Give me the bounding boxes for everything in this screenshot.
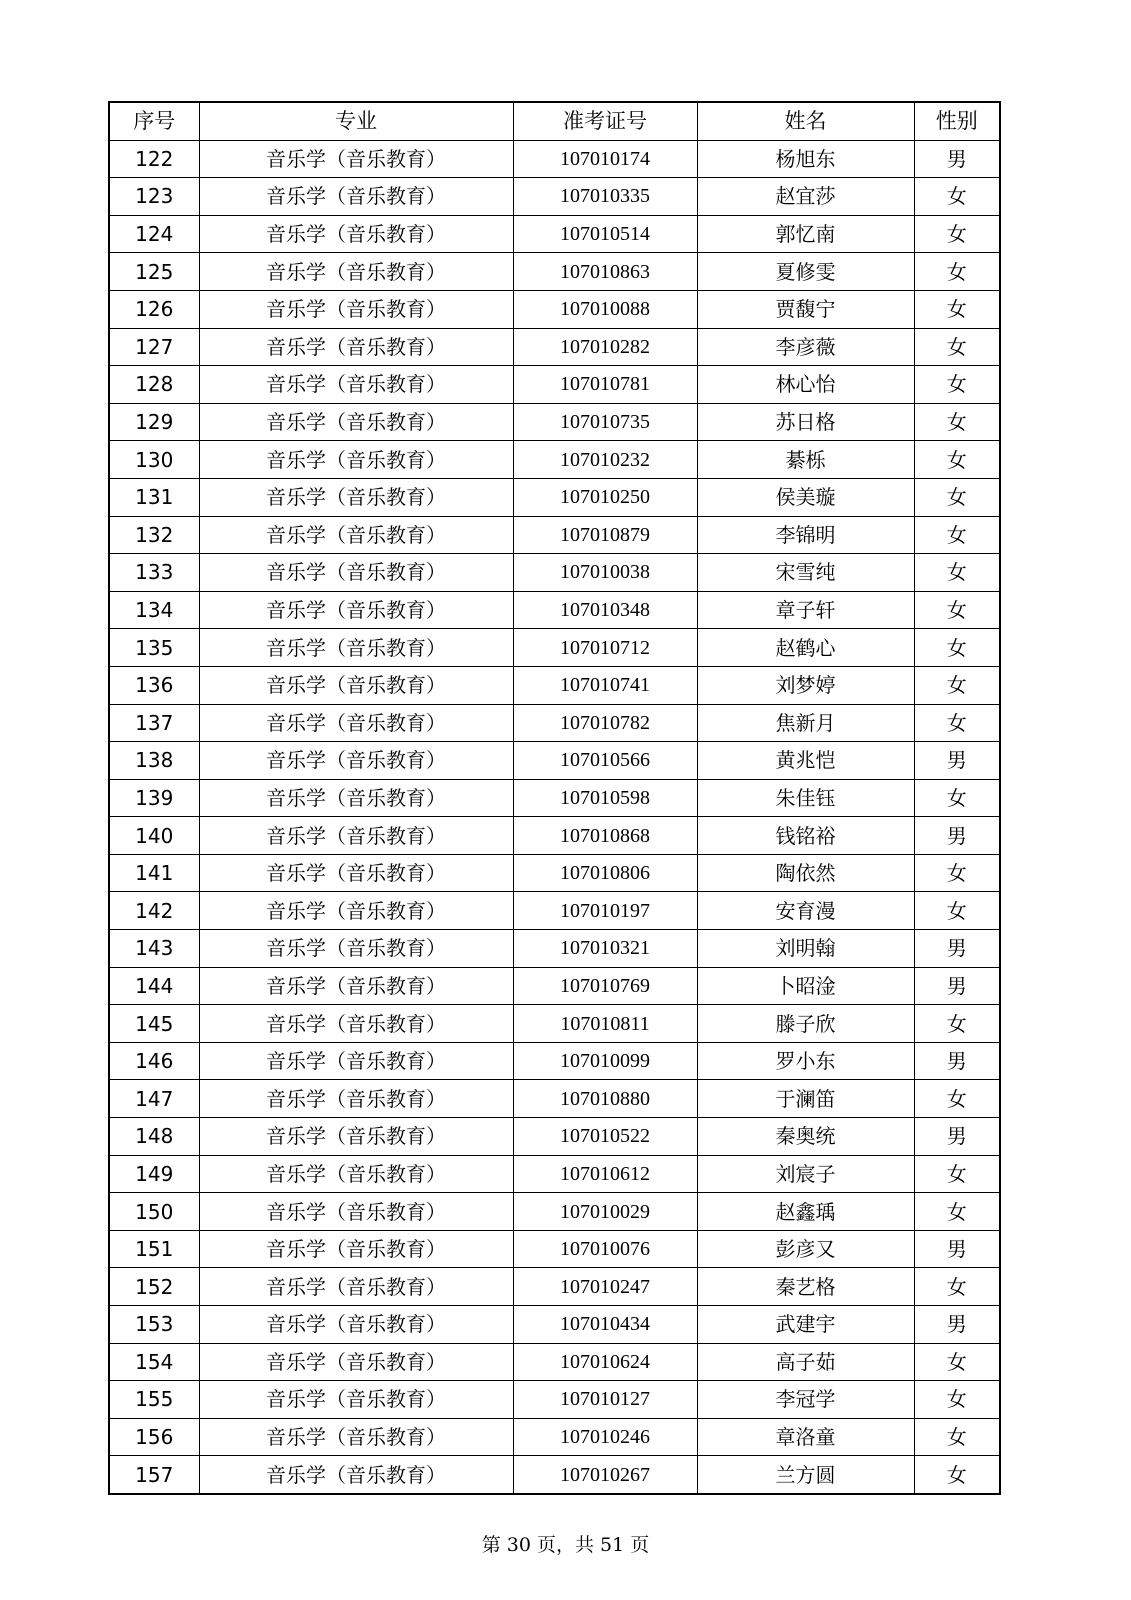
cell-name: 侯美璇 — [697, 478, 914, 516]
cell-name: 于澜笛 — [697, 1080, 914, 1118]
table-header — [109, 102, 1000, 140]
table-row — [109, 1042, 1000, 1080]
cell-gender: 女 — [914, 1268, 1000, 1306]
cell-gender: 女 — [914, 779, 1000, 817]
cell-name: 朱佳钰 — [697, 779, 914, 817]
cell-major: 音乐学（音乐教育） — [199, 1118, 513, 1156]
cell-name: 陶依然 — [697, 854, 914, 892]
cell-exam-id: 107010624 — [513, 1343, 697, 1381]
cell-gender: 女 — [914, 591, 1000, 629]
cell-name: 李冠学 — [697, 1381, 914, 1419]
cell-seq: 154 — [109, 1343, 199, 1381]
cell-major: 音乐学（音乐教育） — [199, 1080, 513, 1118]
cell-exam-id: 107010099 — [513, 1042, 697, 1080]
cell-exam-id: 107010880 — [513, 1080, 697, 1118]
table-row — [109, 178, 1000, 216]
cell-name: 李锦明 — [697, 516, 914, 554]
header-exam-id: 准考证号 — [513, 102, 697, 140]
cell-name: 彭彦又 — [697, 1230, 914, 1268]
table-row — [109, 1155, 1000, 1193]
cell-seq: 156 — [109, 1418, 199, 1456]
cell-seq: 123 — [109, 178, 199, 216]
cell-name: 兰方圆 — [697, 1456, 914, 1494]
page-footer: 第 30 页，共 51 页 — [481, 1534, 650, 1556]
cell-exam-id: 107010247 — [513, 1268, 697, 1306]
cell-major: 音乐学（音乐教育） — [199, 215, 513, 253]
cell-major: 音乐学（音乐教育） — [199, 1268, 513, 1306]
cell-gender: 女 — [914, 215, 1000, 253]
cell-gender: 女 — [914, 666, 1000, 704]
cell-major: 音乐学（音乐教育） — [199, 478, 513, 516]
cell-gender: 女 — [914, 1456, 1000, 1494]
cell-major: 音乐学（音乐教育） — [199, 441, 513, 479]
table-row — [109, 1306, 1000, 1344]
cell-seq: 147 — [109, 1080, 199, 1118]
cell-seq: 144 — [109, 967, 199, 1005]
cell-seq: 134 — [109, 591, 199, 629]
cell-major: 音乐学（音乐教育） — [199, 366, 513, 404]
table-row — [109, 554, 1000, 592]
cell-gender: 男 — [914, 1118, 1000, 1156]
table-row — [109, 892, 1000, 930]
cell-name: 宋雪纯 — [697, 554, 914, 592]
cell-name: 刘梦婷 — [697, 666, 914, 704]
cell-exam-id: 107010612 — [513, 1155, 697, 1193]
cell-exam-id: 107010197 — [513, 892, 697, 930]
cell-gender: 男 — [914, 1230, 1000, 1268]
cell-seq: 124 — [109, 215, 199, 253]
cell-exam-id: 107010088 — [513, 290, 697, 328]
cell-gender: 女 — [914, 290, 1000, 328]
cell-seq: 152 — [109, 1268, 199, 1306]
cell-gender: 女 — [914, 328, 1000, 366]
table-row — [109, 366, 1000, 404]
cell-name: 秦艺格 — [697, 1268, 914, 1306]
cell-name: 贾馥宁 — [697, 290, 914, 328]
cell-major: 音乐学（音乐教育） — [199, 591, 513, 629]
cell-major: 音乐学（音乐教育） — [199, 516, 513, 554]
cell-exam-id: 107010282 — [513, 328, 697, 366]
table-row — [109, 1418, 1000, 1456]
table-row — [109, 779, 1000, 817]
cell-gender: 女 — [914, 1080, 1000, 1118]
cell-exam-id: 107010434 — [513, 1306, 697, 1344]
cell-seq: 143 — [109, 930, 199, 968]
cell-exam-id: 107010250 — [513, 478, 697, 516]
header-major: 专业 — [199, 102, 513, 140]
table-row — [109, 1005, 1000, 1043]
table-row — [109, 140, 1000, 178]
cell-name: 安育漫 — [697, 892, 914, 930]
cell-major: 音乐学（音乐教育） — [199, 1381, 513, 1419]
cell-seq: 136 — [109, 666, 199, 704]
cell-name: 高子茹 — [697, 1343, 914, 1381]
cell-major: 音乐学（音乐教育） — [199, 930, 513, 968]
cell-seq: 150 — [109, 1193, 199, 1231]
cell-major: 音乐学（音乐教育） — [199, 1155, 513, 1193]
cell-major: 音乐学（音乐教育） — [199, 1042, 513, 1080]
cell-major: 音乐学（音乐教育） — [199, 1193, 513, 1231]
table-row — [109, 854, 1000, 892]
cell-gender: 女 — [914, 478, 1000, 516]
table-row — [109, 930, 1000, 968]
cell-name: 章洛童 — [697, 1418, 914, 1456]
cell-exam-id: 107010598 — [513, 779, 697, 817]
header-gender: 性别 — [914, 102, 1000, 140]
cell-exam-id: 107010769 — [513, 967, 697, 1005]
cell-major: 音乐学（音乐教育） — [199, 892, 513, 930]
cell-name: 赵鹤心 — [697, 629, 914, 667]
cell-major: 音乐学（音乐教育） — [199, 554, 513, 592]
cell-major: 音乐学（音乐教育） — [199, 178, 513, 216]
cell-seq: 155 — [109, 1381, 199, 1419]
cell-seq: 125 — [109, 253, 199, 291]
cell-seq: 127 — [109, 328, 199, 366]
cell-major: 音乐学（音乐教育） — [199, 1230, 513, 1268]
cell-major: 音乐学（音乐教育） — [199, 1418, 513, 1456]
cell-gender: 女 — [914, 892, 1000, 930]
cell-gender: 女 — [914, 704, 1000, 742]
cell-gender: 女 — [914, 554, 1000, 592]
cell-name: 焦新月 — [697, 704, 914, 742]
cell-major: 音乐学（音乐教育） — [199, 704, 513, 742]
cell-exam-id: 107010232 — [513, 441, 697, 479]
cell-name: 钱铭裕 — [697, 817, 914, 855]
cell-name: 滕子欣 — [697, 1005, 914, 1043]
cell-exam-id: 107010782 — [513, 704, 697, 742]
cell-name: 郭忆南 — [697, 215, 914, 253]
cell-major: 音乐学（音乐教育） — [199, 854, 513, 892]
cell-exam-id: 107010076 — [513, 1230, 697, 1268]
table-row — [109, 591, 1000, 629]
cell-seq: 151 — [109, 1230, 199, 1268]
cell-gender: 女 — [914, 253, 1000, 291]
table-row — [109, 290, 1000, 328]
cell-seq: 133 — [109, 554, 199, 592]
cell-name: 武建宇 — [697, 1306, 914, 1344]
table-row — [109, 1343, 1000, 1381]
cell-gender: 女 — [914, 1155, 1000, 1193]
cell-gender: 男 — [914, 140, 1000, 178]
table-row — [109, 1118, 1000, 1156]
cell-seq: 122 — [109, 140, 199, 178]
cell-seq: 157 — [109, 1456, 199, 1494]
table-row — [109, 1381, 1000, 1419]
header-name: 姓名 — [697, 102, 914, 140]
cell-gender: 女 — [914, 516, 1000, 554]
cell-seq: 131 — [109, 478, 199, 516]
cell-gender: 男 — [914, 1306, 1000, 1344]
table-row — [109, 1268, 1000, 1306]
cell-seq: 132 — [109, 516, 199, 554]
cell-exam-id: 107010879 — [513, 516, 697, 554]
cell-seq: 145 — [109, 1005, 199, 1043]
table-row — [109, 441, 1000, 479]
table-row — [109, 629, 1000, 667]
table-row — [109, 742, 1000, 780]
cell-exam-id: 107010522 — [513, 1118, 697, 1156]
table-row — [109, 1230, 1000, 1268]
cell-exam-id: 107010868 — [513, 817, 697, 855]
cell-seq: 130 — [109, 441, 199, 479]
cell-seq: 138 — [109, 742, 199, 780]
cell-gender: 女 — [914, 403, 1000, 441]
table-row — [109, 1456, 1000, 1494]
cell-exam-id: 107010246 — [513, 1418, 697, 1456]
cell-gender: 男 — [914, 817, 1000, 855]
cell-exam-id: 107010863 — [513, 253, 697, 291]
cell-gender: 女 — [914, 1343, 1000, 1381]
cell-name: 杨旭东 — [697, 140, 914, 178]
cell-name: 章子轩 — [697, 591, 914, 629]
cell-major: 音乐学（音乐教育） — [199, 403, 513, 441]
cell-gender: 男 — [914, 1042, 1000, 1080]
cell-gender: 女 — [914, 1193, 1000, 1231]
cell-exam-id: 107010348 — [513, 591, 697, 629]
table-row — [109, 328, 1000, 366]
cell-seq: 135 — [109, 629, 199, 667]
cell-exam-id: 107010335 — [513, 178, 697, 216]
cell-gender: 女 — [914, 366, 1000, 404]
cell-name: 赵鑫瑀 — [697, 1193, 914, 1231]
cell-name: 卜昭淦 — [697, 967, 914, 1005]
table-row — [109, 215, 1000, 253]
cell-seq: 137 — [109, 704, 199, 742]
cell-exam-id: 107010781 — [513, 366, 697, 404]
cell-name: 綦栎 — [697, 441, 914, 479]
cell-exam-id: 107010029 — [513, 1193, 697, 1231]
roster-table — [108, 101, 1001, 1495]
cell-gender: 女 — [914, 1418, 1000, 1456]
cell-gender: 女 — [914, 854, 1000, 892]
cell-gender: 女 — [914, 441, 1000, 479]
cell-name: 李彦薇 — [697, 328, 914, 366]
cell-gender: 女 — [914, 178, 1000, 216]
cell-major: 音乐学（音乐教育） — [199, 290, 513, 328]
cell-exam-id: 107010514 — [513, 215, 697, 253]
cell-seq: 128 — [109, 366, 199, 404]
table-row — [109, 478, 1000, 516]
cell-major: 音乐学（音乐教育） — [199, 1306, 513, 1344]
cell-gender: 女 — [914, 1381, 1000, 1419]
table-row — [109, 666, 1000, 704]
table-row — [109, 817, 1000, 855]
cell-seq: 139 — [109, 779, 199, 817]
cell-exam-id: 107010741 — [513, 666, 697, 704]
table-row — [109, 704, 1000, 742]
cell-major: 音乐学（音乐教育） — [199, 1456, 513, 1494]
cell-major: 音乐学（音乐教育） — [199, 779, 513, 817]
cell-major: 音乐学（音乐教育） — [199, 253, 513, 291]
table-row — [109, 253, 1000, 291]
cell-major: 音乐学（音乐教育） — [199, 1005, 513, 1043]
table-row — [109, 1080, 1000, 1118]
table-row — [109, 403, 1000, 441]
cell-name: 黄兆恺 — [697, 742, 914, 780]
cell-major: 音乐学（音乐教育） — [199, 817, 513, 855]
cell-name: 刘宸子 — [697, 1155, 914, 1193]
cell-gender: 男 — [914, 930, 1000, 968]
cell-major: 音乐学（音乐教育） — [199, 742, 513, 780]
cell-exam-id: 107010735 — [513, 403, 697, 441]
cell-seq: 140 — [109, 817, 199, 855]
cell-exam-id: 107010712 — [513, 629, 697, 667]
cell-name: 罗小东 — [697, 1042, 914, 1080]
table-body — [109, 140, 1000, 1494]
cell-seq: 142 — [109, 892, 199, 930]
cell-major: 音乐学（音乐教育） — [199, 1343, 513, 1381]
table-row — [109, 516, 1000, 554]
cell-name: 夏修雯 — [697, 253, 914, 291]
cell-exam-id: 107010566 — [513, 742, 697, 780]
cell-seq: 153 — [109, 1306, 199, 1344]
table-row — [109, 1193, 1000, 1231]
cell-name: 林心怡 — [697, 366, 914, 404]
cell-major: 音乐学（音乐教育） — [199, 140, 513, 178]
cell-seq: 141 — [109, 854, 199, 892]
cell-major: 音乐学（音乐教育） — [199, 328, 513, 366]
cell-seq: 129 — [109, 403, 199, 441]
cell-major: 音乐学（音乐教育） — [199, 666, 513, 704]
cell-gender: 男 — [914, 742, 1000, 780]
cell-exam-id: 107010811 — [513, 1005, 697, 1043]
cell-name: 刘明翰 — [697, 930, 914, 968]
cell-gender: 男 — [914, 967, 1000, 1005]
cell-exam-id: 107010806 — [513, 854, 697, 892]
cell-exam-id: 107010127 — [513, 1381, 697, 1419]
cell-exam-id: 107010038 — [513, 554, 697, 592]
cell-seq: 148 — [109, 1118, 199, 1156]
header-seq: 序号 — [109, 102, 199, 140]
cell-seq: 146 — [109, 1042, 199, 1080]
cell-exam-id: 107010174 — [513, 140, 697, 178]
cell-gender: 女 — [914, 629, 1000, 667]
cell-name: 苏日格 — [697, 403, 914, 441]
cell-major: 音乐学（音乐教育） — [199, 629, 513, 667]
cell-name: 赵宜莎 — [697, 178, 914, 216]
cell-major: 音乐学（音乐教育） — [199, 967, 513, 1005]
cell-seq: 126 — [109, 290, 199, 328]
table-row — [109, 967, 1000, 1005]
cell-gender: 女 — [914, 1005, 1000, 1043]
header-row — [109, 102, 1000, 140]
cell-seq: 149 — [109, 1155, 199, 1193]
cell-exam-id: 107010321 — [513, 930, 697, 968]
cell-name: 秦奥统 — [697, 1118, 914, 1156]
cell-exam-id: 107010267 — [513, 1456, 697, 1494]
